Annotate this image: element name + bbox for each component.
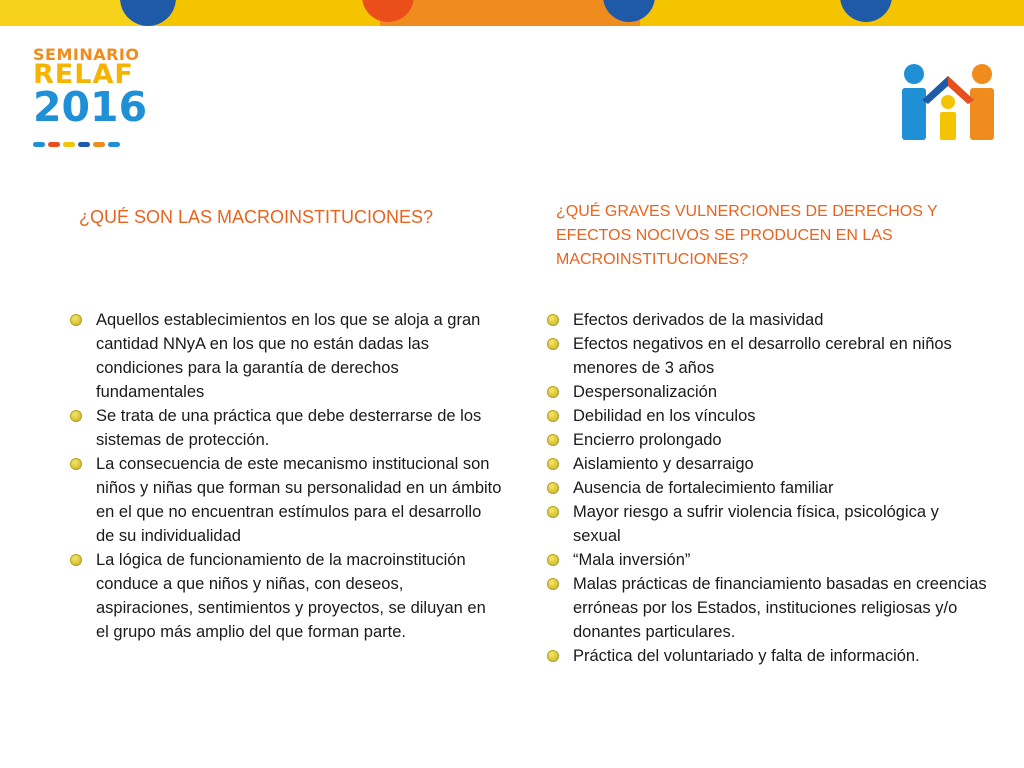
list-item <box>547 452 987 476</box>
list-item <box>547 428 987 452</box>
list-item-text: Efectos derivados de la masividad <box>573 311 824 329</box>
right-bullet-list <box>547 308 987 668</box>
list-item-text: Encierro prolongado <box>573 431 722 449</box>
list-item <box>70 404 502 452</box>
list-item <box>547 548 987 572</box>
top-decorative-band <box>0 0 1024 26</box>
list-item <box>547 572 987 644</box>
bullet-dot-icon <box>547 650 559 662</box>
logo-line-relaf: RELAF <box>33 59 134 90</box>
bullet-dot-icon <box>547 554 559 566</box>
list-item <box>70 452 502 548</box>
logo-color-dots <box>33 134 139 140</box>
list-item-text: “Mala inversión” <box>573 551 691 569</box>
list-item <box>547 308 987 332</box>
bullet-dot-icon <box>70 554 82 566</box>
bullet-dot-icon <box>70 410 82 422</box>
bullet-dot-icon <box>547 338 559 350</box>
list-item-text: Mayor riesgo a sufrir violencia física, psicológica y sexual <box>573 503 939 545</box>
bullet-dot-icon <box>70 314 82 326</box>
list-item <box>547 476 987 500</box>
bullet-dot-icon <box>70 458 82 470</box>
left-bullet-list <box>70 308 502 644</box>
bullet-dot-icon <box>547 506 559 518</box>
list-item-text: Despersonalización <box>573 383 717 401</box>
logo-line-seminario: SEMINARIO <box>33 45 140 64</box>
list-item <box>547 332 987 380</box>
list-item <box>547 644 987 668</box>
seminario-relaf-2016-logo <box>33 45 148 146</box>
bullet-dot-icon <box>547 458 559 470</box>
list-item <box>547 404 987 428</box>
list-item-text: Malas prácticas de financiamiento basadas en creencias erróneas por los Estados, instituciones religiosas y/o donantes particulares. <box>573 575 987 641</box>
bullet-dot-icon <box>547 386 559 398</box>
list-item-text: Aislamiento y desarraigo <box>573 455 754 473</box>
list-item-text: Aquellos establecimientos en los que se aloja a gran cantidad NNyA en los que no están dadas las condiciones para la garantía de derechos fundamentales <box>96 311 481 401</box>
list-item-text: Debilidad en los vínculos <box>573 407 756 425</box>
family-icon <box>898 62 998 144</box>
bullet-dot-icon <box>547 410 559 422</box>
bullet-dot-icon <box>547 578 559 590</box>
bullet-dot-icon <box>547 482 559 494</box>
list-item-text: La consecuencia de este mecanismo institucional son niños y niñas que forman su personalidad en un ámbito en el que no encuentran estímulos para el desarrollo de su individualidad <box>96 455 502 545</box>
bullet-dot-icon <box>547 434 559 446</box>
right-heading: ¿QUÉ GRAVES VULNERCIONES DE DERECHOS Y EFECTOS NOCIVOS SE PRODUCEN EN LAS MACROINSTITUCIONES? <box>556 203 938 268</box>
list-item-text: Se trata de una práctica que debe desterrarse de los sistemas de protección. <box>96 407 482 449</box>
list-item <box>70 548 502 644</box>
left-heading: ¿QUÉ SON LAS MACROINSTITUCIONES? <box>79 207 434 227</box>
logo-line-year: 2016 <box>33 83 148 131</box>
list-item <box>547 500 987 548</box>
list-item-text: Práctica del voluntariado y falta de información. <box>573 647 920 665</box>
list-item-text: Ausencia de fortalecimiento familiar <box>573 479 834 497</box>
list-item <box>547 380 987 404</box>
list-item-text: Efectos negativos en el desarrollo cerebral en niños menores de 3 años <box>573 335 952 377</box>
list-item-text: La lógica de funcionamiento de la macroinstitución conduce a que niños y niñas, con deseos, aspiraciones, sentimientos y proyectos, se diluyan en el grupo más amplio del que forman parte. <box>96 551 486 641</box>
list-item <box>70 308 502 404</box>
bullet-dot-icon <box>547 314 559 326</box>
